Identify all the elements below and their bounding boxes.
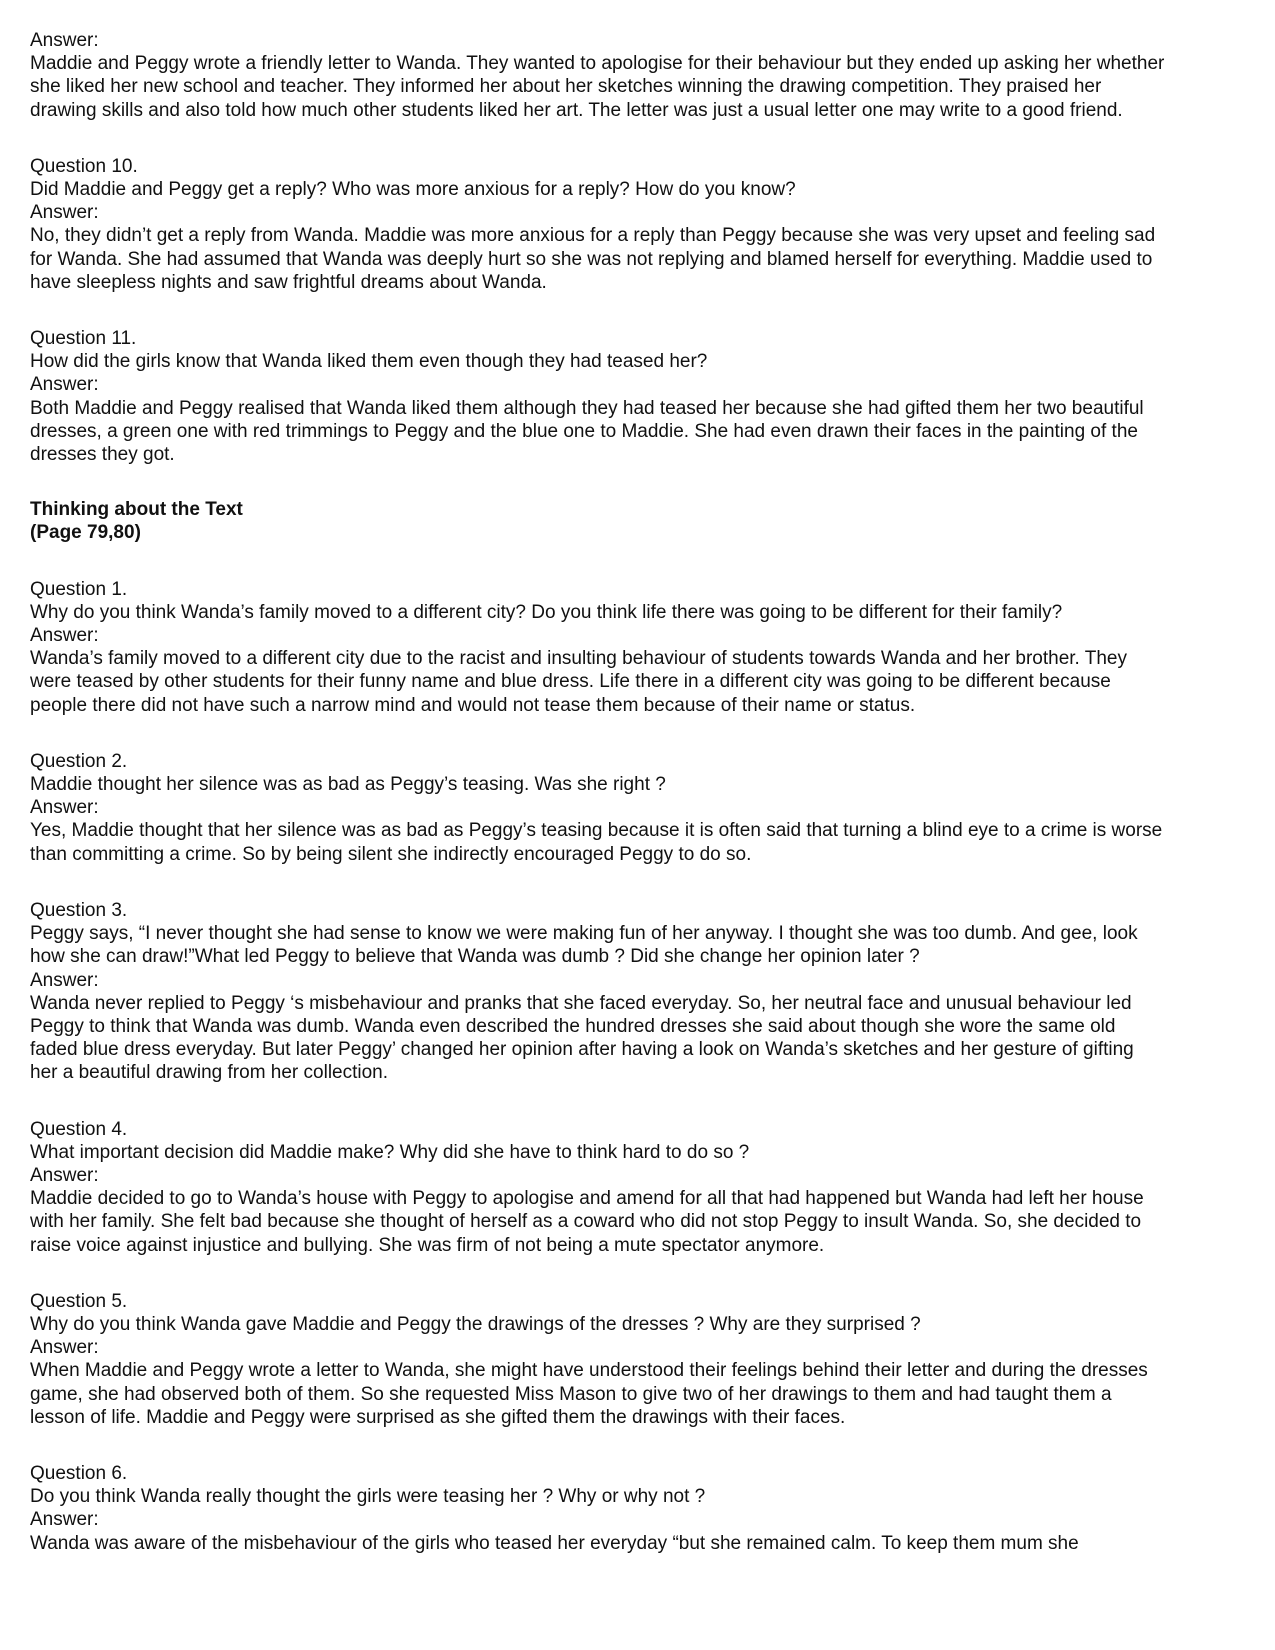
answer-line: dresses, a green one with red trimmings to Peggy and the blue one to Maddie. She had even drawn their faces in the painting of the xyxy=(30,420,1138,442)
answer-line: have sleepless nights and saw frightful dreams about Wanda. xyxy=(30,271,547,293)
answer-line: raise voice against injustice and bullying. She was firm of not being a mute spectator anymore. xyxy=(30,1234,825,1256)
question-block-4 xyxy=(30,1118,1260,1257)
question-block-2 xyxy=(30,750,1260,866)
question-label: Question 3. xyxy=(30,899,128,921)
answer-label: Answer: xyxy=(30,1164,99,1186)
question-block-11 xyxy=(30,327,1260,466)
section-page-ref: (Page 79,80) xyxy=(30,522,141,544)
answer-label: Answer: xyxy=(30,374,99,396)
answer-line: Wanda never replied to Peggy ‘s misbehaviour and pranks that she faced everyday. So, her neutral face and unusual behaviour led xyxy=(30,992,1132,1014)
answer-line: game, she had observed both of them. So she requested Miss Mason to give two of her drawings to them and had taught them a xyxy=(30,1383,1112,1405)
question-text: how she can draw!”What led Peggy to believe that Wanda was dumb ? Did she change her opinion later ? xyxy=(30,946,920,968)
question-text: Why do you think Wanda’s family moved to a different city? Do you think life there was going to be different for their family? xyxy=(30,601,1063,623)
answer-line: When Maddie and Peggy wrote a letter to Wanda, she might have understood their feelings behind their letter and during the dresses xyxy=(30,1360,1148,1382)
answer-label: Answer: xyxy=(30,1509,99,1531)
answer-line: faded blue dress everyday. But later Peggy’ changed her opinion after having a look on Wanda’s sketches and her gesture of gifting xyxy=(30,1039,1134,1061)
question-text: Do you think Wanda really thought the girls were teasing her ? Why or why not ? xyxy=(30,1486,706,1508)
question-block-5 xyxy=(30,1290,1260,1429)
question-text: Maddie thought her silence was as bad as Peggy’s teasing. Was she right ? xyxy=(30,774,666,796)
answer-line: drawing skills and also told how much other students liked her art. The letter was just a usual letter one may write to a good friend. xyxy=(30,99,1123,121)
answer-line: Yes, Maddie thought that her silence was as bad as Peggy’s teasing because it is often said that turning a blind eye to a crime is worse xyxy=(30,820,1163,842)
answer-line: she liked her new school and teacher. They informed her about her sketches winning the drawing competition. They praised her xyxy=(30,76,1102,98)
answer-line: were teased by other students for their funny name and blue dress. Life there in a different city was going to be different because xyxy=(30,671,1111,693)
answer-line: with her family. She felt bad because she thought of herself as a coward who did not stop Peggy to insult Wanda. So, she decided to xyxy=(30,1211,1142,1233)
question-block-1 xyxy=(30,578,1260,717)
question-block-3 xyxy=(30,899,1260,1085)
document-page xyxy=(30,29,1260,1555)
answer-line: No, they didn’t get a reply from Wanda. Maddie was more anxious for a reply than Peggy because she was very upset and feeling sad xyxy=(30,225,1156,247)
answer-line: Maddie decided to go to Wanda’s house with Peggy to apologise and amend for all that had happened but Wanda had left her house xyxy=(30,1188,1144,1210)
question-label: Question 5. xyxy=(30,1290,128,1312)
answer-label: Answer: xyxy=(30,202,99,224)
question-label: Question 4. xyxy=(30,1118,128,1140)
answer-line: Maddie and Peggy wrote a friendly letter to Wanda. They wanted to apologise for their behaviour but they ended up asking her whether xyxy=(30,53,1165,75)
answer-line: her a beautiful drawing from her collection. xyxy=(30,1062,389,1084)
answer-line: Wanda’s family moved to a different city due to the racist and insulting behaviour of students towards Wanda and her brother. They xyxy=(30,648,1127,670)
answer-line: than committing a crime. So by being silent she indirectly encouraged Peggy to do so. xyxy=(30,843,752,865)
question-label: Question 6. xyxy=(30,1462,128,1484)
answer-line: people there did not have such a narrow mind and would not tease them because of their name or status. xyxy=(30,694,916,716)
section-heading xyxy=(30,498,1260,544)
question-label: Question 11. xyxy=(30,328,137,350)
question-text: How did the girls know that Wanda liked them even though they had teased her? xyxy=(30,351,708,373)
question-block-6 xyxy=(30,1462,1260,1555)
question-text: Peggy says, “I never thought she had sense to know we were making fun of her anyway. I thought she was too dumb. And gee, look xyxy=(30,923,1138,945)
question-text: Did Maddie and Peggy get a reply? Who was more anxious for a reply? How do you know? xyxy=(30,179,796,201)
question-text: Why do you think Wanda gave Maddie and Peggy the drawings of the dresses ? Why are they surprised ? xyxy=(30,1313,921,1335)
answer-label: Answer: xyxy=(30,797,99,819)
section-title: Thinking about the Text xyxy=(30,499,243,521)
intro-answer-block xyxy=(30,29,1260,122)
answer-label: Answer: xyxy=(30,625,99,647)
answer-label: Answer: xyxy=(30,1337,99,1359)
answer-line: Both Maddie and Peggy realised that Wanda liked them although they had teased her because she had gifted them her two beautiful xyxy=(30,397,1144,419)
question-label: Question 1. xyxy=(30,578,128,600)
question-block-10 xyxy=(30,155,1260,294)
question-label: Question 2. xyxy=(30,750,128,772)
answer-line: dresses they got. xyxy=(30,444,175,466)
answer-line: Wanda was aware of the misbehaviour of the girls who teased her everyday “but she remained calm. To keep them mum she xyxy=(30,1532,1079,1554)
answer-line: lesson of life. Maddie and Peggy were surprised as she gifted them the drawings with their faces. xyxy=(30,1406,846,1428)
answer-label: Answer: xyxy=(30,969,99,991)
question-text: What important decision did Maddie make? Why did she have to think hard to do so ? xyxy=(30,1141,750,1163)
answer-label: Answer: xyxy=(30,30,99,51)
answer-line: Peggy to think that Wanda was dumb. Wanda even described the hundred dresses she said about though she wore the same old xyxy=(30,1015,1116,1037)
question-label: Question 10. xyxy=(30,155,138,177)
answer-line: for Wanda. She had assumed that Wanda was deeply hurt so she was not replying and blamed herself for everything. Maddie used to xyxy=(30,248,1153,270)
